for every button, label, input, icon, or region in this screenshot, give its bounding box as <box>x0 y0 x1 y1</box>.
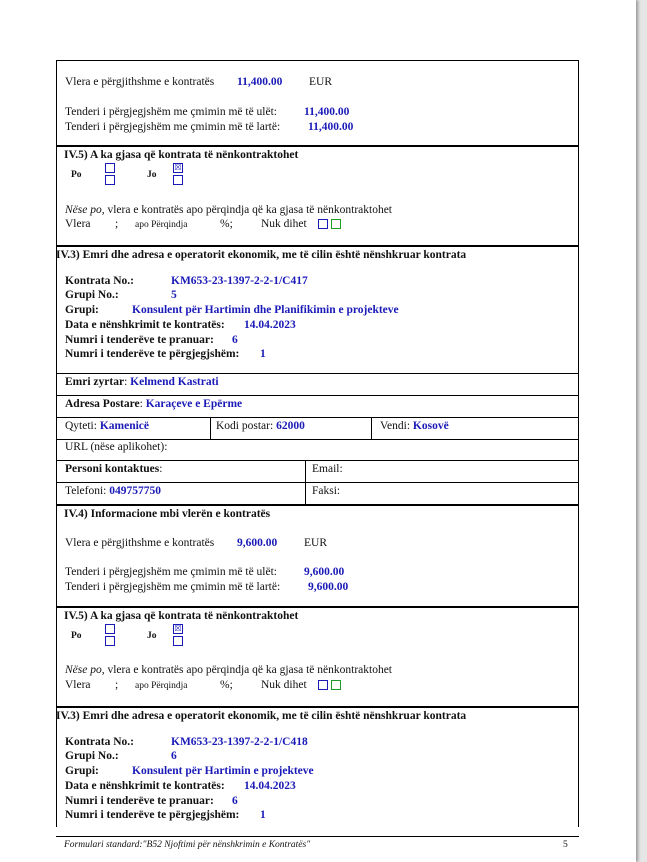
operator-heading: IV.3) Emri dhe adresa e operatorit ekonomik, me të cilin është nënshkruar kontrata <box>56 249 467 261</box>
lowest-price-label: Tenderi i përgjegjshëm me çmimin më të ulët: <box>65 106 277 118</box>
note-text: vlera e kontratës apo përqindja që ka gjasa të nënkontraktohet <box>107 204 392 216</box>
postal-address: Adresa Postare: Karaçeve e Epërme <box>65 398 243 410</box>
phone-label: Telefoni: <box>65 485 107 497</box>
note-text: vlera e kontratës apo përqindja që ka gjasa të nënkontraktohet <box>107 664 392 676</box>
operator-heading: IV.3) Emri dhe adresa e operatorit ekonomik, me të cilin është nënshkruar kontrata <box>56 710 467 722</box>
po-label: Po <box>71 170 82 180</box>
phone <box>65 485 161 498</box>
note-if-yes: Nëse po, <box>65 204 105 216</box>
postal-code-label: Kodi postar: <box>216 420 274 432</box>
unknown-checkbox-alt[interactable] <box>331 219 341 229</box>
value-info-heading: IV.4) Informacione mbi vlerën e kontratës <box>64 508 271 520</box>
postal-code <box>216 420 305 433</box>
official-name-value: Kelmend Kastrati <box>130 376 219 388</box>
divider <box>56 439 579 440</box>
po-checkbox-alt[interactable] <box>105 636 115 646</box>
divider <box>210 417 211 439</box>
subcontract-heading: IV.5) A ka gjasa që kontrata të nënkontraktohet <box>64 149 299 161</box>
po-checkbox[interactable] <box>105 163 115 173</box>
tenders-responsive-label: Numri i tenderëve te përgjegjshëm: <box>65 809 240 821</box>
currency: EUR <box>304 537 327 549</box>
percent-sign: %; <box>220 679 233 691</box>
po-checkbox[interactable] <box>105 624 115 634</box>
highest-price-label: Tenderi i përgjegjshëm me çmimin më të lartë: <box>65 121 281 133</box>
postal-code-value: 62000 <box>276 420 305 432</box>
total-value: 9,600.00 <box>237 537 278 549</box>
official-name-label: Emri zyrtar <box>65 376 125 388</box>
semicolon: ; <box>115 218 119 230</box>
postal-address-value: Karaçeve e Epërme <box>145 398 243 410</box>
subcontract-note <box>65 664 392 677</box>
contract-no-label: Kontrata No.: <box>65 736 134 748</box>
city <box>65 420 149 433</box>
semicolon: ; <box>115 679 119 691</box>
unknown-checkbox[interactable] <box>318 219 328 229</box>
official-name: Emri zyrtar: Kelmend Kastrati <box>65 376 219 388</box>
jo-label: Jo <box>147 170 157 180</box>
note-if-yes: Nëse po, <box>65 664 105 676</box>
lowest-price-value: 9,600.00 <box>304 566 345 578</box>
contract-no-label: Kontrata No.: <box>65 275 134 287</box>
jo-checkbox-alt[interactable] <box>173 636 183 646</box>
group-no-label: Grupi No.: <box>65 750 119 762</box>
contact-person-label: Personi kontaktues <box>65 463 160 475</box>
percent-sign: %; <box>220 218 233 230</box>
contract-no-value: KM653-23-1397-2-2-1/C417 <box>171 275 308 287</box>
group-label: Grupi: <box>65 304 99 316</box>
group-no-value: 6 <box>171 750 177 762</box>
divider <box>56 417 579 418</box>
signing-date-value: 14.04.2023 <box>244 319 296 331</box>
page-number: 5 <box>563 840 568 850</box>
tenders-responsive-value: 1 <box>260 348 266 360</box>
city-value: Kamenicë <box>99 420 150 432</box>
vlera-label: Vlera <box>65 679 91 691</box>
vlera-label: Vlera <box>65 218 91 230</box>
unknown-checkbox-alt[interactable] <box>331 680 341 690</box>
jo-checkbox-checked[interactable]: ☒ <box>174 163 182 172</box>
lowest-price-label: Tenderi i përgjegjshëm me çmimin më të ulët: <box>65 566 277 578</box>
subcontract-heading: IV.5) A ka gjasa që kontrata të nënkontraktohet <box>64 610 299 622</box>
email-label: Email: <box>312 463 343 475</box>
fax-label: Faksi: <box>312 485 341 497</box>
percentage-label: apo Përqindja <box>135 220 188 230</box>
po-checkbox-alt[interactable] <box>105 175 115 185</box>
signing-date-label: Data e nënshkrimit te kontratës: <box>65 780 225 792</box>
jo-checkbox-checked[interactable]: ☒ <box>174 624 182 633</box>
highest-price-value: 11,400.00 <box>308 121 354 133</box>
tenders-received-value: 6 <box>232 795 238 807</box>
divider <box>56 482 579 483</box>
footer-form-title: Formulari standard:"B52 Njoftimi për nënshkrimin e Kontratës" <box>64 840 311 850</box>
phone-value: 049757750 <box>109 485 161 497</box>
po-label: Po <box>71 631 82 641</box>
signing-date-value: 14.04.2023 <box>244 780 296 792</box>
signing-date-label: Data e nënshkrimit te kontratës: <box>65 319 225 331</box>
highest-price-value: 9,600.00 <box>308 581 349 593</box>
tenders-received-label: Numri i tenderëve te pranuar: <box>65 795 214 807</box>
jo-label: Jo <box>147 631 157 641</box>
city-label: Qyteti: <box>65 420 97 432</box>
country-label: Vendi: <box>380 420 411 432</box>
group-value: Konsulent për Hartimin e projekteve <box>132 765 314 777</box>
tenders-responsive-label: Numri i tenderëve te përgjegjshëm: <box>65 348 240 360</box>
divider <box>56 460 579 461</box>
tenders-received-label: Numri i tenderëve te pranuar: <box>65 334 214 346</box>
divider <box>56 373 579 374</box>
percentage-label: apo Përqindja <box>135 681 188 691</box>
divider <box>371 417 372 439</box>
group-label: Grupi: <box>65 765 99 777</box>
currency: EUR <box>309 76 332 88</box>
unknown-label: Nuk dihet <box>261 679 307 691</box>
contract-no-value: KM653-23-1397-2-2-1/C418 <box>171 736 308 748</box>
jo-checkbox-alt[interactable] <box>173 175 183 185</box>
postal-address-label: Adresa Postare <box>65 398 140 410</box>
footer-divider <box>56 836 579 837</box>
tenders-responsive-value: 1 <box>260 809 266 821</box>
unknown-checkbox[interactable] <box>318 680 328 690</box>
tenders-received-value: 6 <box>232 334 238 346</box>
group-no-label: Grupi No.: <box>65 289 119 301</box>
unknown-label: Nuk dihet <box>261 218 307 230</box>
country-value: Kosovë <box>412 420 449 432</box>
total-value-label: Vlera e përgjithshme e kontratës <box>65 537 215 549</box>
total-value-label: Vlera e përgjithshme e kontratës <box>65 76 215 88</box>
subcontract-note <box>65 204 392 217</box>
contact-person: Personi kontaktues: <box>65 463 163 475</box>
total-value: 11,400.00 <box>237 76 283 88</box>
divider <box>56 395 579 396</box>
group-no-value: 5 <box>171 289 177 301</box>
highest-price-label: Tenderi i përgjegjshëm me çmimin më të lartë: <box>65 581 281 593</box>
lowest-price-value: 11,400.00 <box>304 106 350 118</box>
country <box>380 420 449 433</box>
url-label: URL (nëse aplikohet): <box>65 441 168 453</box>
group-value: Konsulent për Hartimin dhe Planifikimin e projekteve <box>132 304 399 316</box>
